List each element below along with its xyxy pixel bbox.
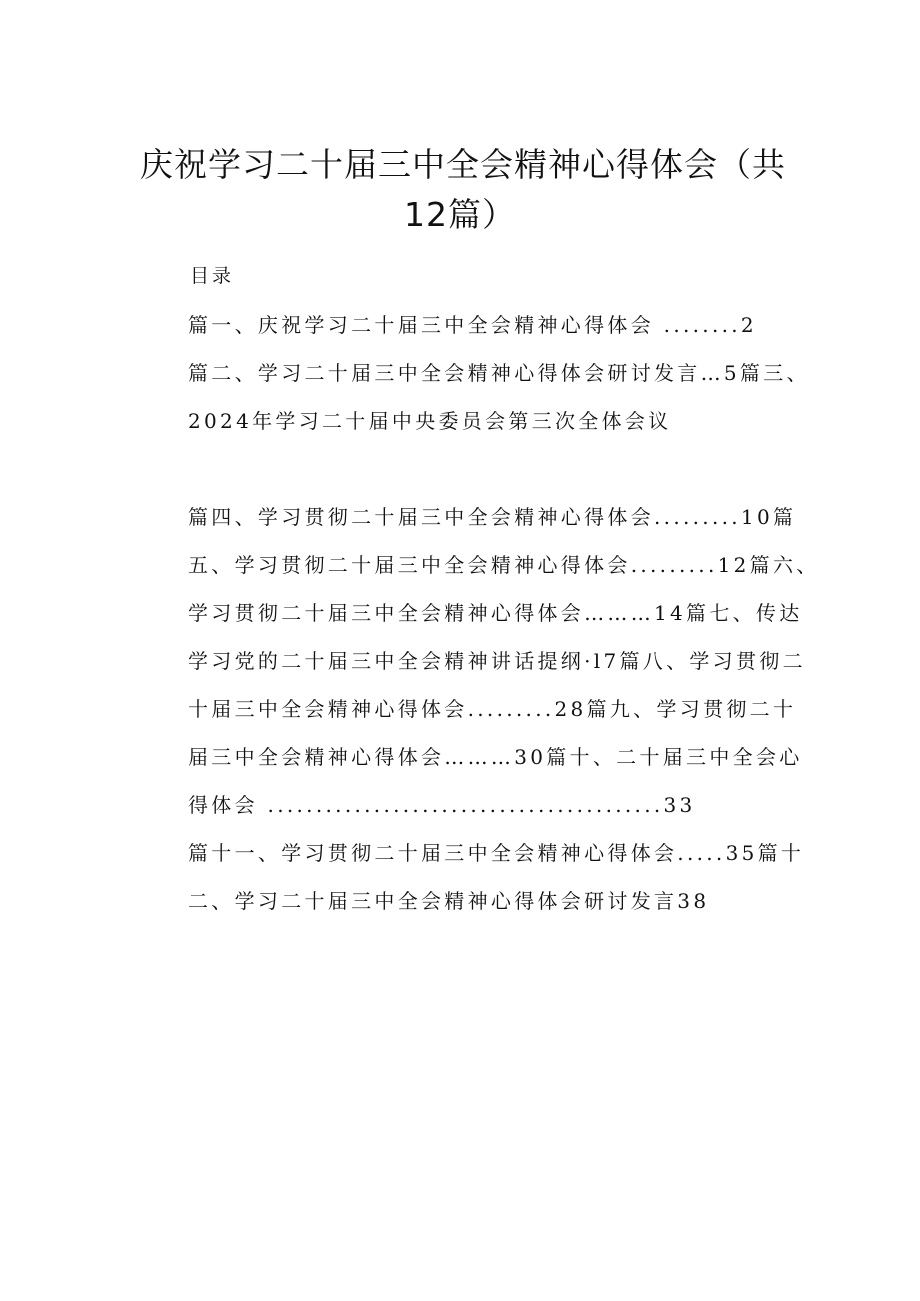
toc-line: 二、学习二十届三中全会精神心得体会研讨发言38 — [188, 889, 710, 913]
toc-line: 五、学习贯彻二十届三中全会精神心得体会.........12篇六、 — [188, 553, 820, 577]
document-title — [140, 140, 786, 240]
toc-line: 篇一、庆祝学习二十届三中全会精神心得体会 ........2 — [188, 313, 757, 337]
toc-line: 篇十一、学习贯彻二十届三中全会精神心得体会.....35篇十 — [188, 841, 805, 865]
title-line-2: 12篇） — [404, 195, 516, 234]
toc-heading: 目录 — [190, 265, 235, 287]
toc-line: 2024年学习二十届中央委员会第三次全体会议 — [188, 409, 672, 433]
toc-line: 篇四、学习贯彻二十届三中全会精神心得体会.........10篇 — [188, 505, 797, 529]
toc-line: 十届三中全会精神心得体会.........28篇九、学习贯彻二十 — [188, 697, 797, 721]
toc-line: 学习贯彻二十届三中全会精神心得体会………14篇七、传达 — [188, 601, 803, 625]
toc-line: 篇二、学习二十届三中全会精神心得体会研讨发言…5篇三、 — [188, 361, 810, 385]
title-line-1: 庆祝学习二十届三中全会精神心得体会（共 — [140, 145, 786, 184]
toc-line: 得体会 .........................................33 — [188, 793, 696, 817]
toc-line: 学习党的二十届三中全会精神讲话提纲·l7篇八、学习贯彻二 — [188, 649, 806, 673]
toc-line: 届三中全会精神心得体会………30篇十、二十届三中全会心 — [188, 745, 803, 769]
